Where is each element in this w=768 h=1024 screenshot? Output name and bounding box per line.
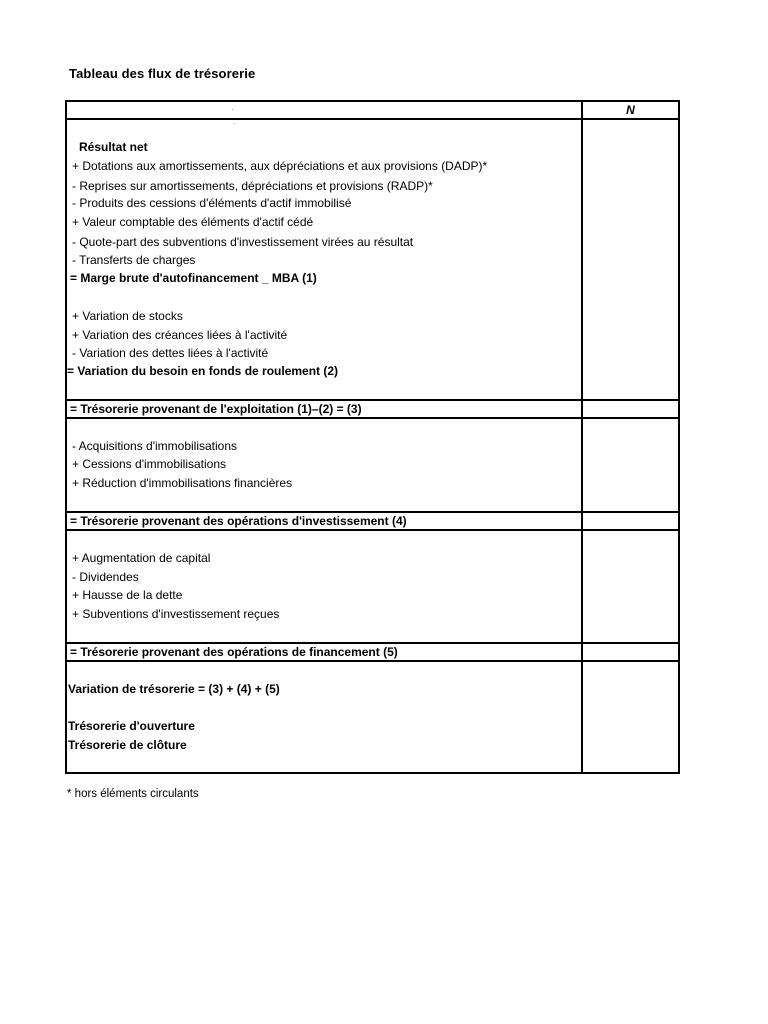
operating-total-bottom-rule <box>65 417 680 419</box>
wcr-total: = Variation du besoin en fonds de roulement (2) <box>67 364 339 378</box>
document-title: Tableau des flux de trésorerie <box>69 66 256 81</box>
net-result-label: Résultat net <box>79 140 148 154</box>
column-header-n: N <box>626 103 635 117</box>
financing-total-top-rule <box>65 642 680 644</box>
wcr-item: + Variation de stocks <box>72 309 183 323</box>
header-rule <box>65 118 680 120</box>
operating-item: + Valeur comptable des éléments d'actif cédé <box>72 215 314 229</box>
closing-cash: Trésorerie de clôture <box>68 738 187 752</box>
investing-total-bottom-rule <box>65 529 680 531</box>
cash-variation: Variation de trésorerie = (3) + (4) + (5) <box>68 682 280 696</box>
financing-item: + Hausse de la dette <box>72 588 183 602</box>
operating-total: = Trésorerie provenant de l'exploitation (1)–(2) = (3) <box>70 402 362 416</box>
header-mark: . <box>232 106 234 112</box>
investing-item: + Réduction d'immobilisations financières <box>72 476 293 490</box>
financing-total-bottom-rule <box>65 660 680 662</box>
wcr-item: - Variation des dettes liées à l'activité <box>72 346 269 360</box>
investing-total: = Trésorerie provenant des opérations d'investissement (4) <box>70 514 407 528</box>
operating-total-top-rule <box>65 399 680 401</box>
financing-item: - Dividendes <box>72 570 139 584</box>
column-divider <box>581 100 583 774</box>
operating-item: - Quote-part des subventions d'investissement virées au résultat <box>72 235 414 249</box>
operating-item: + Dotations aux amortissements, aux dépréciations et aux provisions (DADP)* <box>72 159 488 173</box>
financing-total: = Trésorerie provenant des opérations de financement (5) <box>70 645 398 659</box>
operating-item: - Reprises sur amortissements, dépréciations et provisions (RADP)* <box>72 179 433 193</box>
footnote: * hors éléments circulants <box>67 788 199 800</box>
operating-item: - Transferts de charges <box>72 253 196 267</box>
header-mark: . <box>234 120 236 126</box>
investing-item: + Cessions d'immobilisations <box>72 457 227 471</box>
operating-item: - Produits des cessions d'éléments d'actif immobilisé <box>72 196 352 210</box>
financing-item: + Subventions d'investissement reçues <box>72 607 280 621</box>
mba-total: = Marge brute d'autofinancement _ MBA (1) <box>70 271 317 285</box>
financing-item: + Augmentation de capital <box>72 551 211 565</box>
investing-item: - Acquisitions d'immobilisations <box>72 439 238 453</box>
opening-cash: Trésorerie d'ouverture <box>68 719 195 733</box>
investing-total-top-rule <box>65 511 680 513</box>
wcr-item: + Variation des créances liées à l'activité <box>72 328 288 342</box>
